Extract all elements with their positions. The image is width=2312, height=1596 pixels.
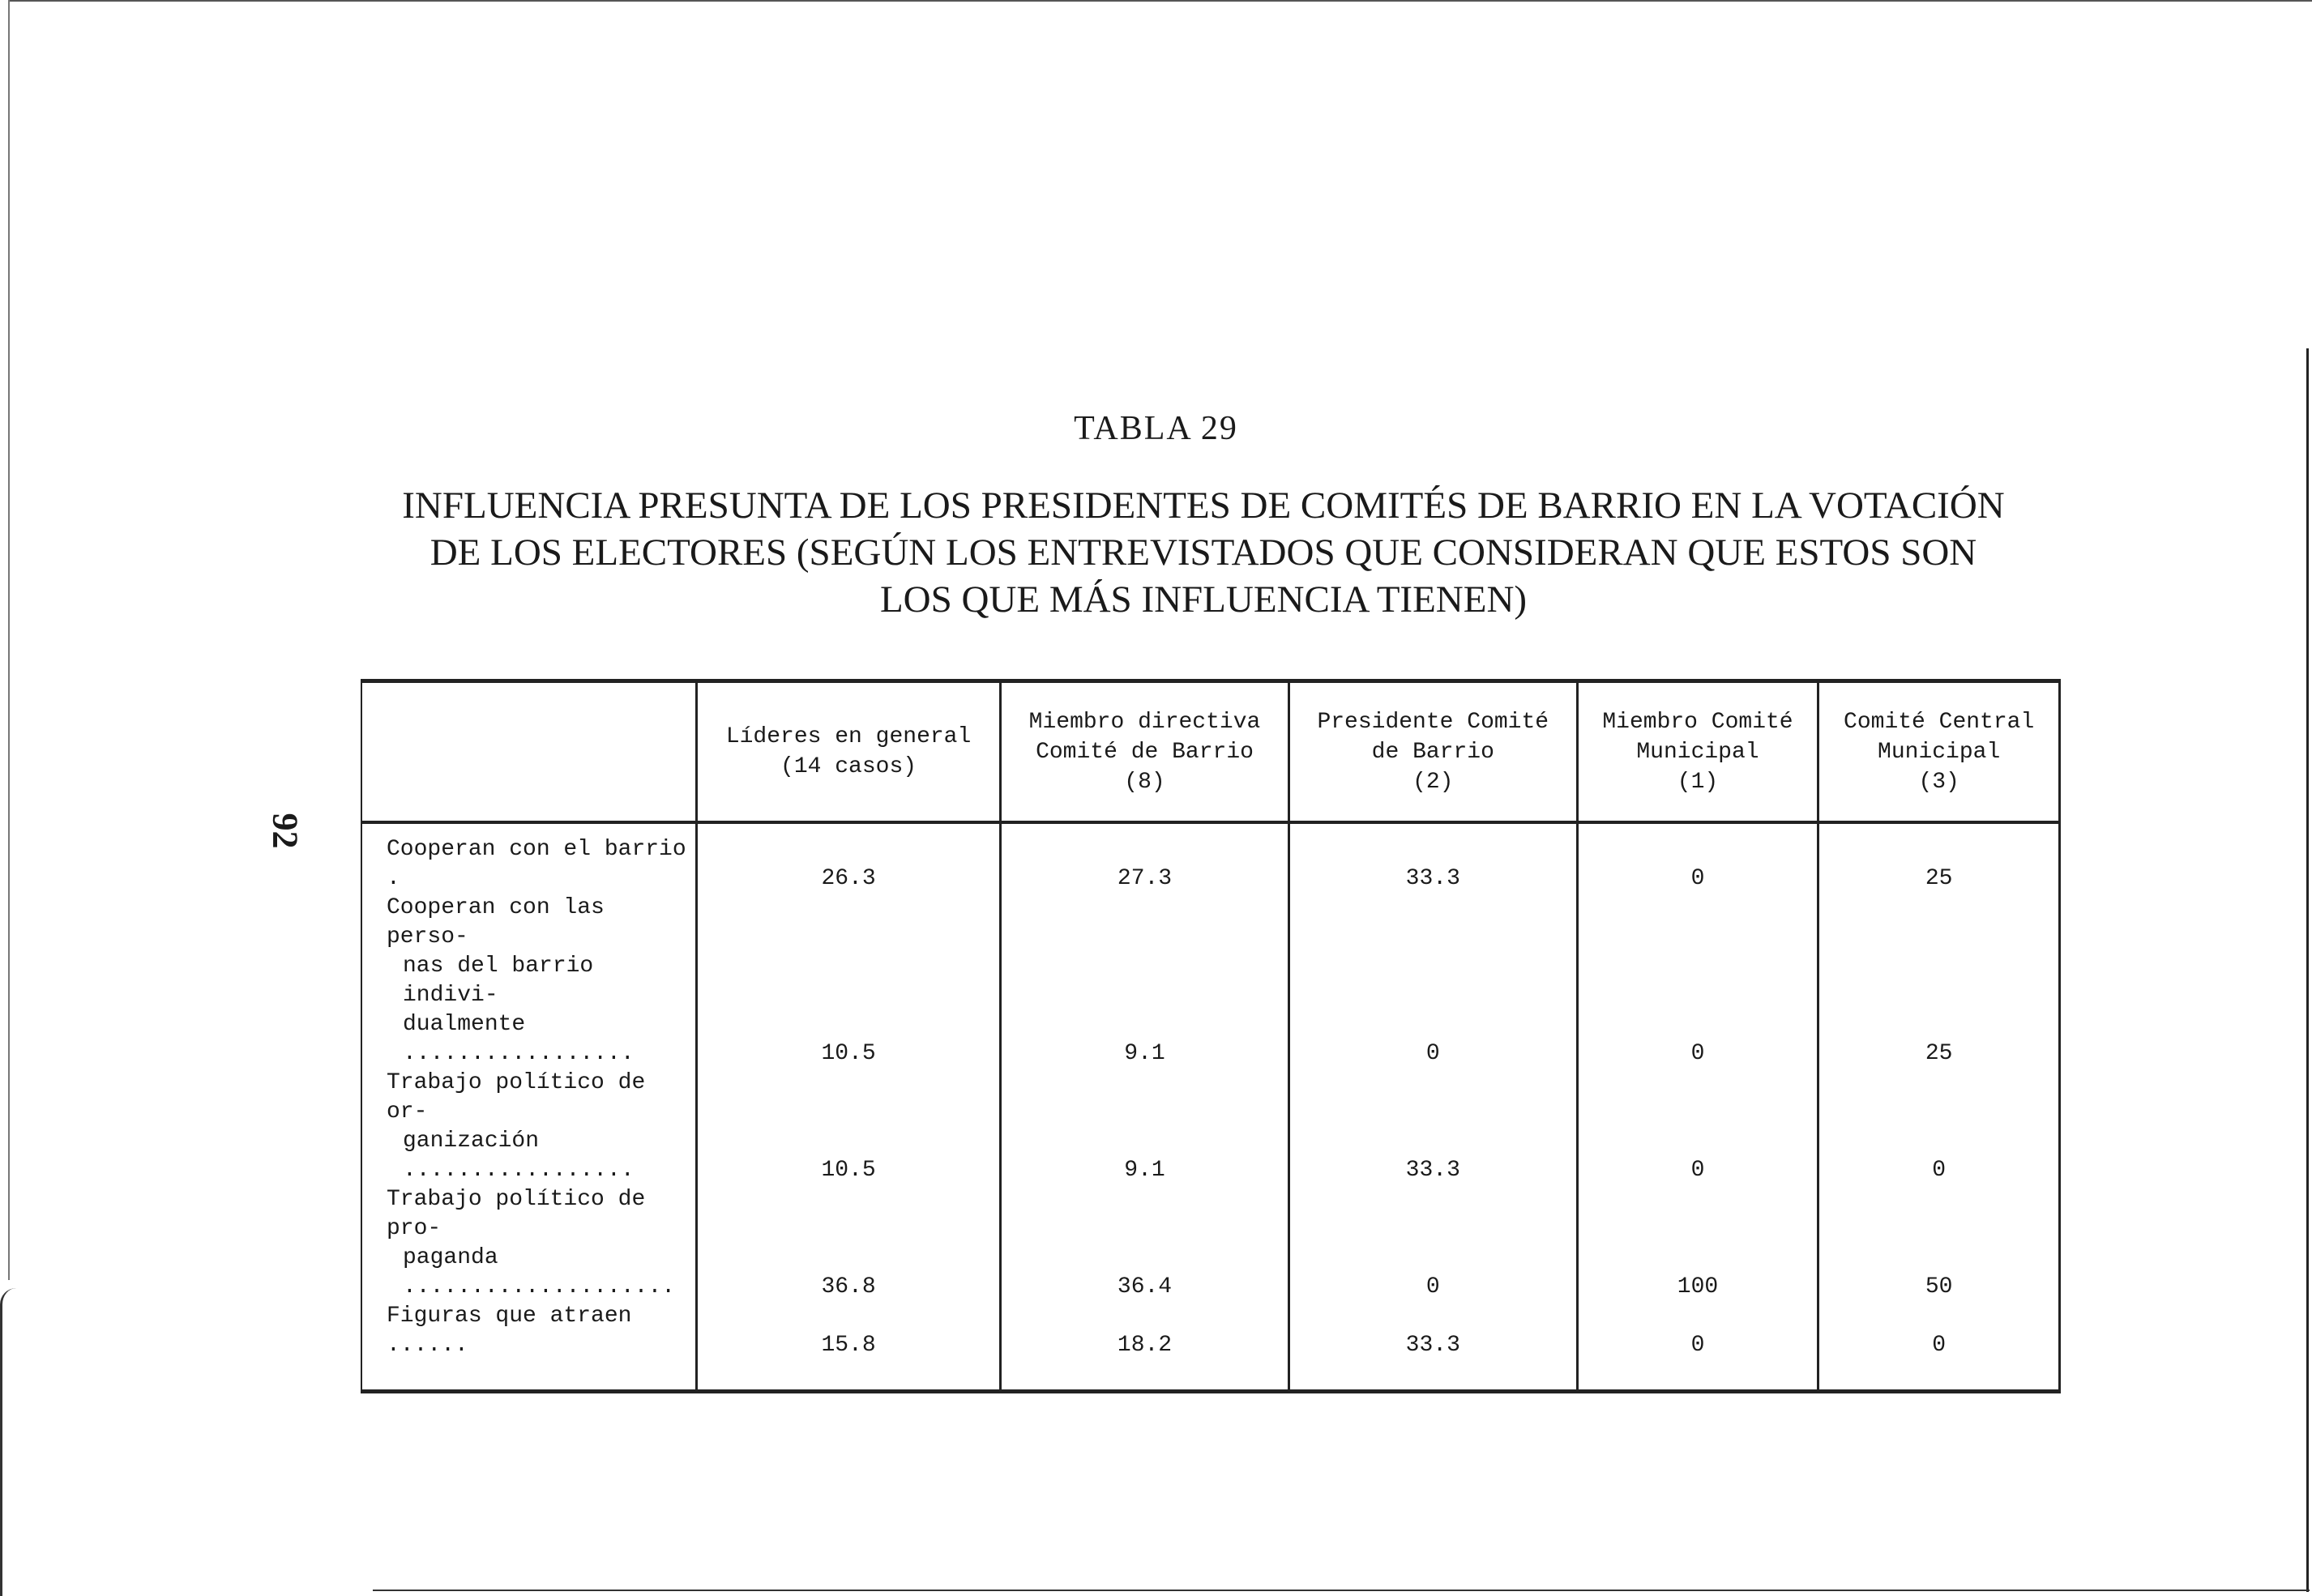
- column-header-lideres: [697, 681, 1001, 823]
- row-label-line: Cooperan con el barrio .: [387, 837, 686, 891]
- cell-value: 0: [1288, 1185, 1577, 1302]
- table-row: [361, 1185, 2060, 1302]
- page-number: 92: [265, 813, 306, 849]
- column-header-line: (2): [1412, 769, 1454, 795]
- column-header-line: Municipal: [1636, 739, 1759, 765]
- row-label-line: ganización .................: [403, 1129, 635, 1183]
- cell-value: 27.3: [1001, 822, 1289, 894]
- cell-value: 0: [1577, 1302, 1818, 1392]
- table-title-line: LOS QUE MÁS INFLUENCIA TIENEN): [879, 578, 1528, 621]
- page-border-top: [8, 0, 2312, 2]
- cell-value: 33.3: [1288, 822, 1577, 894]
- header-row: [361, 681, 2060, 823]
- cell-value: 9.1: [1001, 1069, 1289, 1185]
- cell-value: 50: [1818, 1185, 2060, 1302]
- row-label: [361, 894, 697, 1069]
- cell-value: 9.1: [1001, 894, 1289, 1069]
- binding-bracket: [0, 1288, 19, 1596]
- cell-value: 100: [1577, 1185, 1818, 1302]
- cell-value: 0: [1577, 822, 1818, 894]
- column-header-line: Comité Central: [1844, 709, 2035, 735]
- column-header-miembro-comite-municipal: [1577, 681, 1818, 823]
- page-border-right: [2306, 348, 2309, 1592]
- table-row: [361, 1069, 2060, 1185]
- row-label: [361, 822, 697, 894]
- cell-value: 18.2: [1001, 1302, 1289, 1392]
- column-header-line: de Barrio: [1371, 739, 1494, 765]
- column-header-comite-central: [1818, 681, 2060, 823]
- data-table: [361, 679, 2061, 1393]
- table-row: [361, 822, 2060, 894]
- table-row: [361, 1302, 2060, 1392]
- table-title-line: INFLUENCIA PRESUNTA DE LOS PRESIDENTES DE COMITÉS DE BARRIO EN LA VOTACIÓN: [402, 484, 2005, 527]
- cell-value: 36.4: [1001, 1185, 1289, 1302]
- row-label-line: dualmente .................: [403, 1012, 635, 1066]
- cell-value: 25: [1818, 822, 2060, 894]
- column-header-line: Miembro Comité: [1602, 709, 1793, 735]
- row-label: [361, 1069, 697, 1185]
- cell-value: 0: [1577, 1069, 1818, 1185]
- cell-value: 10.5: [697, 894, 1001, 1069]
- table-title: [340, 482, 2066, 623]
- column-header-line: (3): [1918, 769, 1959, 795]
- row-label: [361, 1302, 697, 1392]
- cell-value: 25: [1818, 894, 2060, 1069]
- cell-value: 36.8: [697, 1185, 1001, 1302]
- row-label-line: Trabajo político de pro-: [387, 1187, 646, 1241]
- row-label-line: nas del barrio indivi-: [403, 954, 594, 1008]
- row-label: [361, 1185, 697, 1302]
- row-label-line: paganda ....................: [403, 1245, 676, 1299]
- cell-value: 0: [1818, 1302, 2060, 1392]
- row-label-line: Figuras que atraen ......: [387, 1304, 632, 1358]
- column-header-line: (8): [1124, 769, 1165, 795]
- table-row: [361, 894, 2060, 1069]
- cell-value: 15.8: [697, 1302, 1001, 1392]
- cell-value: 26.3: [697, 822, 1001, 894]
- column-header-line: (1): [1677, 769, 1719, 795]
- column-header-line: Municipal: [1878, 739, 2001, 765]
- cell-value: 0: [1577, 894, 1818, 1069]
- page-border-bottom: [373, 1590, 2310, 1591]
- cell-value: 0: [1818, 1069, 2060, 1185]
- table-label: TABLA 29: [1074, 410, 1238, 447]
- column-header-line: Comité de Barrio: [1036, 739, 1254, 765]
- corner-header: [361, 681, 697, 823]
- cell-value: 10.5: [697, 1069, 1001, 1185]
- column-header-line: Presidente Comité: [1317, 709, 1549, 735]
- column-header-line: (14 casos): [780, 754, 917, 779]
- cell-value: 33.3: [1288, 1302, 1577, 1392]
- column-header-miembro-directiva: [1001, 681, 1289, 823]
- row-label-line: Cooperan con las perso-: [387, 895, 605, 949]
- cell-value: 33.3: [1288, 1069, 1577, 1185]
- column-header-line: Líderes en general: [725, 724, 972, 749]
- column-header-line: Miembro directiva: [1028, 709, 1261, 735]
- table-title-line: DE LOS ELECTORES (SEGÚN LOS ENTREVISTADOS QUE CONSIDERAN QUE ESTOS SON: [429, 531, 1977, 574]
- cell-value: 0: [1288, 894, 1577, 1069]
- column-header-presidente-comite: [1288, 681, 1577, 823]
- row-label-line: Trabajo político de or-: [387, 1070, 646, 1124]
- page-border-left: [8, 0, 10, 1280]
